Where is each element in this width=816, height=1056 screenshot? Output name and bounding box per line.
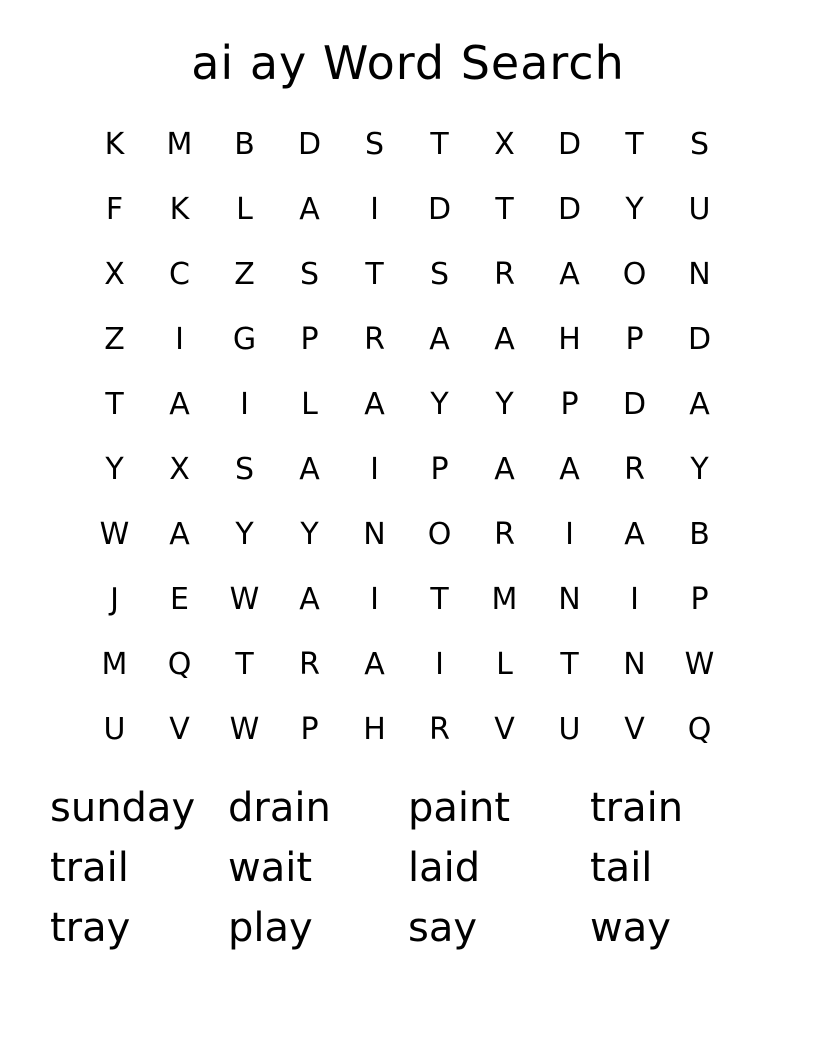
grid-letter: R bbox=[494, 257, 515, 292]
grid-letter: N bbox=[623, 647, 646, 682]
grid-letter: N bbox=[688, 257, 711, 292]
grid-letter: V bbox=[494, 712, 515, 747]
grid-letter: P bbox=[560, 387, 579, 422]
grid-letter: A bbox=[169, 517, 190, 552]
word-list-item: train bbox=[590, 785, 684, 831]
grid-letter: T bbox=[105, 387, 124, 422]
grid-letter: A bbox=[559, 452, 580, 487]
grid-letter: F bbox=[105, 192, 124, 227]
grid-letter: W bbox=[229, 712, 260, 747]
grid-letter: X bbox=[104, 257, 125, 292]
grid-letter: Y bbox=[105, 452, 124, 487]
grid-letter: T bbox=[560, 647, 579, 682]
grid-letter: T bbox=[365, 257, 384, 292]
grid-letter: I bbox=[175, 322, 184, 357]
grid-letter: R bbox=[624, 452, 645, 487]
grid-letter: A bbox=[364, 647, 385, 682]
word-list-item: drain bbox=[228, 785, 331, 831]
word-list-item: way bbox=[590, 905, 671, 951]
grid-letter: A bbox=[299, 192, 320, 227]
grid-letter: P bbox=[300, 322, 319, 357]
grid-letter: A bbox=[559, 257, 580, 292]
grid-letter: T bbox=[235, 647, 254, 682]
grid-letter: S bbox=[364, 127, 385, 162]
grid-letter: T bbox=[430, 582, 449, 617]
grid-letter: Y bbox=[495, 387, 514, 422]
grid-letter: Y bbox=[690, 452, 709, 487]
grid-letter: I bbox=[370, 582, 379, 617]
grid-letter: A bbox=[299, 452, 320, 487]
word-list-item: tail bbox=[590, 845, 653, 891]
grid-letter: Y bbox=[235, 517, 254, 552]
grid-letter: U bbox=[688, 192, 711, 227]
grid-letter: M bbox=[491, 582, 518, 617]
grid-letter: I bbox=[435, 647, 444, 682]
grid-letter: N bbox=[558, 582, 581, 617]
grid-letter: A bbox=[494, 322, 515, 357]
grid-letter: J bbox=[110, 582, 119, 617]
grid-letter: I bbox=[630, 582, 639, 617]
grid-letter: C bbox=[169, 257, 190, 292]
word-list-item: tray bbox=[50, 905, 131, 951]
grid-letter: S bbox=[299, 257, 320, 292]
grid-letter: O bbox=[427, 517, 452, 552]
grid-letter: M bbox=[166, 127, 193, 162]
grid-letter: A bbox=[494, 452, 515, 487]
grid-letter: I bbox=[370, 192, 379, 227]
grid-letter: W bbox=[99, 517, 130, 552]
grid-letter: P bbox=[690, 582, 709, 617]
grid-letter: Y bbox=[430, 387, 449, 422]
grid-letter: A bbox=[364, 387, 385, 422]
grid-letter: D bbox=[622, 387, 647, 422]
grid-letter: T bbox=[430, 127, 449, 162]
word-list-item: trail bbox=[50, 845, 129, 891]
grid-letter: X bbox=[494, 127, 515, 162]
grid-letter: P bbox=[300, 712, 319, 747]
grid-letter: V bbox=[624, 712, 645, 747]
grid-letter: D bbox=[427, 192, 452, 227]
grid-letter: B bbox=[689, 517, 710, 552]
grid-letter: Z bbox=[104, 322, 125, 357]
grid-letter: R bbox=[494, 517, 515, 552]
grid-letter: D bbox=[297, 127, 322, 162]
grid-letter: R bbox=[429, 712, 450, 747]
grid-letter: G bbox=[232, 322, 257, 357]
grid-letter: K bbox=[104, 127, 125, 162]
grid-letter: L bbox=[236, 192, 253, 227]
grid-letter: W bbox=[684, 647, 715, 682]
grid-letter: S bbox=[429, 257, 450, 292]
grid-letter: M bbox=[101, 647, 128, 682]
grid-letter: Z bbox=[234, 257, 255, 292]
grid-letter: L bbox=[301, 387, 318, 422]
grid-letter: H bbox=[363, 712, 386, 747]
grid-letter: A bbox=[169, 387, 190, 422]
grid-letter: L bbox=[496, 647, 513, 682]
grid-letter: Y bbox=[300, 517, 319, 552]
grid-letter: X bbox=[169, 452, 190, 487]
grid-letter: P bbox=[430, 452, 449, 487]
grid-letter: I bbox=[370, 452, 379, 487]
word-list-item: play bbox=[228, 905, 313, 951]
word-list-item: wait bbox=[228, 845, 313, 891]
grid-letter: O bbox=[622, 257, 647, 292]
grid-letter: P bbox=[625, 322, 644, 357]
grid-letter: K bbox=[169, 192, 190, 227]
word-list-item: say bbox=[408, 905, 478, 951]
grid-letter: N bbox=[363, 517, 386, 552]
grid-letter: S bbox=[689, 127, 710, 162]
grid-letter: E bbox=[170, 582, 189, 617]
letter-grid bbox=[82, 112, 732, 762]
grid-letter: R bbox=[299, 647, 320, 682]
grid-letter: A bbox=[689, 387, 710, 422]
grid-letter: Q bbox=[167, 647, 192, 682]
grid-letter: A bbox=[299, 582, 320, 617]
grid-letter: T bbox=[495, 192, 514, 227]
grid-letter: B bbox=[234, 127, 255, 162]
grid-letter: V bbox=[169, 712, 190, 747]
grid-letter: H bbox=[558, 322, 581, 357]
grid-letter: D bbox=[557, 127, 582, 162]
grid-letter: W bbox=[229, 582, 260, 617]
word-list-item: laid bbox=[408, 845, 481, 891]
grid-letter: I bbox=[565, 517, 574, 552]
grid-letter: D bbox=[557, 192, 582, 227]
grid-letter: A bbox=[624, 517, 645, 552]
grid-letter: R bbox=[364, 322, 385, 357]
word-list bbox=[50, 778, 766, 958]
grid-letter: Y bbox=[625, 192, 644, 227]
grid-letter: D bbox=[687, 322, 712, 357]
word-list-item: sunday bbox=[50, 785, 196, 831]
grid-letter: U bbox=[558, 712, 581, 747]
grid-letter: U bbox=[103, 712, 126, 747]
grid-letter: S bbox=[234, 452, 255, 487]
page-title: ai ay Word Search bbox=[191, 36, 625, 90]
grid-letter: I bbox=[240, 387, 249, 422]
grid-letter: Q bbox=[687, 712, 712, 747]
grid-letter: A bbox=[429, 322, 450, 357]
word-list-item: paint bbox=[408, 785, 511, 831]
grid-letter: T bbox=[625, 127, 644, 162]
